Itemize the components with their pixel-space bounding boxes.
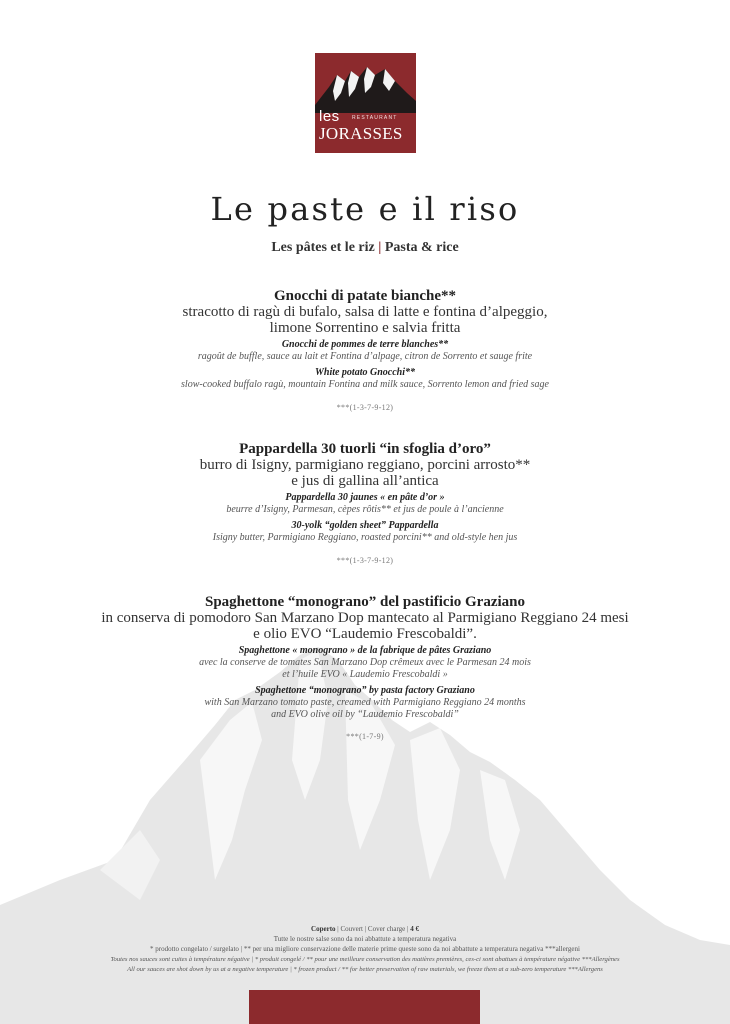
dish-description-fr: et l’huile EVO « Laudemio Frescobaldi » [282,669,448,680]
dish-description-it: e jus di gallina all’antica [291,473,439,489]
dish-description-en: slow-cooked buffalo ragù, mountain Fontina and milk sauce, Sorrento lemon and fried sage [181,379,549,390]
dish-description-en: and EVO olive oil by “Laudemio Frescobaldi” [271,709,459,720]
footer-note-fr: Toutes nos sauces sont cuites à température négative | * produit congelé / ** pour une meilleure conservation des matières premières, ces-ci sont abattues à température négative ***Allergènes [110,956,620,963]
dish-description-it: limone Sorrentino e salvia fritta [269,320,461,336]
dish-description-it: e olio EVO “Laudemio Frescobaldi”. [253,626,477,642]
subtitle-separator: | [378,240,382,255]
dish-name-en: 30-yolk “golden sheet” Pappardella [291,520,439,531]
subtitle-fr: Les pâtes et le riz [271,240,375,255]
dish-name-fr: Gnocchi de pommes de terre blanches** [281,339,449,350]
dish-allergens: ***(1-3-7-9-12) [336,556,394,565]
dish-description-en: Isigny butter, Parmigiano Reggiano, roasted porcini** and old-style hen jus [212,532,518,543]
dish-name-fr: Pappardella 30 jaunes « en pâte d’or » [285,492,445,503]
cover-charge [0,925,730,933]
restaurant-logo [315,53,416,153]
cover-charge-text: | Couvert | Cover charge | [335,925,411,933]
dish-allergens: ***(1-7-9) [346,732,384,741]
dish-description-en: with San Marzano tomato paste, creamed with Parmigiano Reggiano 24 months [204,697,526,708]
dish-description-fr: beurre d’Isigny, Parmesan, cèpes rôtis** et jus de poule à l’ancienne [226,504,504,515]
dish-name-en: White potato Gnocchi** [314,367,415,378]
dish-name: Gnocchi di patate bianche** [273,288,457,304]
dish-name: Pappardella 30 tuorli “in sfoglia d’oro” [239,441,491,457]
footer-note-en: All our sauces are shot down by us at a negative temperature | * frozen product / ** for better preservation of raw materials, we freeze them at a sub-zero temperature ***Allergens [127,966,603,973]
cover-charge-price: 4 € [410,925,419,933]
logo-les-text: les [319,108,340,125]
dish-allergens: ***(1-3-7-9-12) [336,403,394,412]
page-title: Le paste e il riso [210,190,520,228]
dish-description-it: stracotto di ragù di bufalo, salsa di latte e fontina d’alpeggio, [182,304,548,320]
bottom-bar [249,990,480,1024]
dish-description-it: in conserva di pomodoro San Marzano Dop mantecato al Parmigiano Reggiano 24 mesi [101,610,629,626]
dish-name-en: Spaghettone “monograno” by pasta factory Graziano [255,685,475,696]
dish-description-fr: avec la conserve de tomates San Marzano Dop crêmeux avec le Parmesan 24 mois [199,657,531,668]
dish-description-fr: ragoût de buffle, sauce au lait et Fontina d’alpage, citron de Sorrento et sauge frite [197,351,533,362]
dish-name-fr: Spaghettone « monograno » de la fabrique de pâtes Graziano [238,645,492,656]
cover-charge-label: Coperto [311,925,336,933]
dish-description-it: burro di Isigny, parmigiano reggiano, porcini arrosto** [199,457,531,473]
logo-tagline: RESTAURANT [352,115,398,121]
logo-name: JORASSES [319,124,403,143]
page-subtitle [0,240,730,256]
footer-note: * prodotto congelato / surgelato | ** per una migliore conservazione delle materie prime queste sono da noi abbattute a temperatura negativa ***allergeni [150,945,580,953]
subtitle-en: Pasta & rice [384,240,459,255]
footer-note: Tutte le nostre salse sono da noi abbattute a temperatura negativa [273,935,457,943]
dish-name: Spaghettone “monograno” del pastificio Graziano [204,594,525,610]
